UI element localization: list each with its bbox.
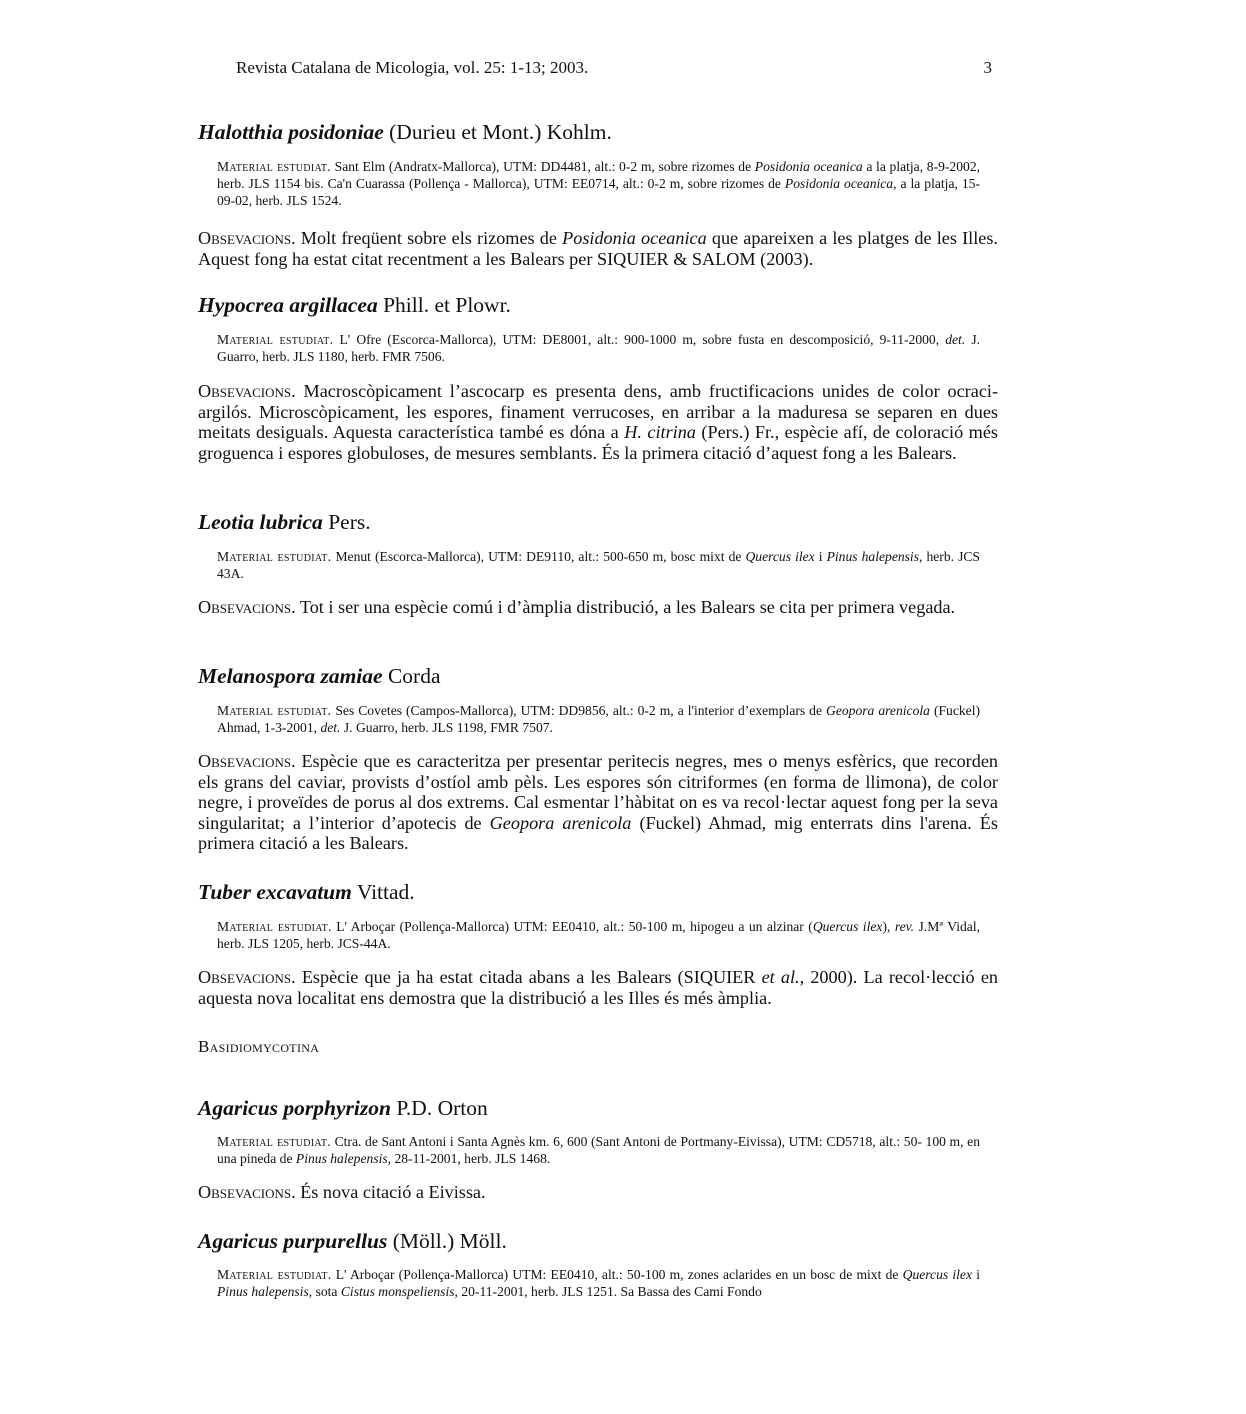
- material-label: Material estudiat.: [217, 159, 331, 174]
- text-run: , 28-11-2001, herb. JLS 1468.: [387, 1151, 551, 1166]
- species-title: [198, 664, 440, 689]
- text-run: , 20-11-2001, herb. JLS 1251. Sa Bassa des Cami Fondo: [454, 1284, 762, 1299]
- italic-text-run: Posidonia oceanica: [784, 176, 894, 191]
- observations-label: Obsevacions.: [198, 1182, 296, 1202]
- text-run: (Fuckel) Ahmad, 1-3-2001,: [217, 703, 981, 735]
- text-run: (Pers.) Fr., espècie afí, de coloració més groguenca i espores globuloses, de mesures semblants. És la primera citació d’aquest fong a les Balears.: [198, 422, 998, 463]
- italic-text-run: det.: [945, 332, 966, 347]
- species-name: Melanospora zamiae: [198, 664, 383, 688]
- text-run: , a la platja, 15-09-02, herb. JLS 1524.: [217, 176, 980, 208]
- species-authority: (Möll.) Möll.: [387, 1229, 507, 1253]
- text-run: Espècie que es caracteritza per presentar peritecis negres, mes o menys esfèrics, que recorden els grans del caviar, provists d’ostíol amb pèls. Les espores són citriformes (en forma de llimona), de color negre, i proveïdes de porus al dos extrems. Cal esmentar l’hàbitat on es va recol·lectar aquest fong per la seva singularitat; a l’interior d’apotecis de: [198, 751, 998, 833]
- material-studied: [217, 702, 980, 736]
- material-label: Material estudiat.: [217, 549, 332, 564]
- species-name: Halotthia posidoniae: [198, 120, 384, 144]
- section-heading: Basidiomycotina: [198, 1037, 320, 1056]
- text-run: ),: [882, 919, 895, 934]
- italic-text-run: Posidonia oceanica: [562, 228, 707, 248]
- observations-label: Obsevacions.: [198, 597, 296, 617]
- species-title: [198, 1096, 488, 1121]
- text-run: i: [972, 1267, 980, 1282]
- species-name: Tuber excavatum: [198, 880, 352, 904]
- species-authority: Pers.: [322, 510, 371, 534]
- text-run: Espècie que ja ha estat citada abans a les Balears (SIQUIER: [295, 967, 762, 987]
- material-label: Material estudiat.: [217, 1134, 331, 1149]
- material-studied: [217, 158, 980, 209]
- italic-text-run: Pinus halepensis: [826, 549, 920, 564]
- text-run: L' Arboçar (Pollença-Mallorca) UTM: EE0410, alt.: 50-100 m, zones aclarides en un bosc de mixt de: [331, 1267, 903, 1282]
- italic-text-run: H. citrina: [624, 422, 696, 443]
- species-name: Agaricus purpurellus: [198, 1229, 388, 1253]
- italic-text-run: Cistus monspeliensis: [340, 1284, 455, 1299]
- text-run: És nova citació a Eivissa.: [295, 1182, 486, 1202]
- observations: [198, 381, 998, 463]
- species-authority: Phill. et Plowr.: [377, 293, 511, 317]
- italic-text-run: Geopora arenicola: [489, 812, 632, 833]
- text-run: J.Mª Vidal, herb. JLS 1205, herb. JCS-44A.: [217, 919, 981, 951]
- running-header: [236, 58, 992, 82]
- species-authority: (Durieu et Mont.) Kohlm.: [383, 120, 612, 144]
- observations: [198, 597, 998, 618]
- species-title: [198, 1229, 507, 1254]
- text-run: , 2000). La recol·lecció en aquesta nova localitat ens demostra que la distribució a les Illes és més àmplia.: [198, 967, 998, 1008]
- material-studied: [217, 548, 980, 582]
- material-studied: [217, 331, 980, 365]
- italic-text-run: rev.: [894, 919, 915, 934]
- observations: [198, 228, 998, 269]
- italic-text-run: Posidonia oceanica: [754, 159, 863, 174]
- text-run: , herb. JCS 43A.: [217, 549, 980, 581]
- italic-text-run: Pinus halepensis: [217, 1284, 309, 1299]
- text-run: i: [814, 549, 827, 564]
- species-title: [198, 120, 612, 145]
- species-title: [198, 880, 415, 905]
- text-run: Macroscòpicament l’ascocarp es presenta dens, amb fructificacions unides de color ocraci-argilós. Microscòpicament, les espores, finament verrucoses, en arribar a la maduresa se separen en dues meitats desiguals. Aquesta característica també es dóna a: [198, 381, 998, 443]
- italic-text-run: Quercus ilex: [902, 1267, 973, 1282]
- material-label: Material estudiat.: [217, 332, 334, 347]
- observations: [198, 967, 998, 1008]
- species-name: Leotia lubrica: [198, 510, 323, 534]
- material-label: Material estudiat.: [217, 919, 332, 934]
- observations-label: Obsevacions.: [198, 751, 296, 771]
- italic-text-run: det.: [320, 720, 341, 735]
- species-name: Agaricus porphyrizon: [198, 1096, 391, 1120]
- species-authority: Corda: [382, 664, 441, 688]
- text-run: Sant Elm (Andratx-Mallorca), UTM: DD4481, alt.: 0-2 m, sobre rizomes de: [331, 159, 755, 174]
- journal-citation: Revista Catalana de Micologia, vol. 25: 1-13; 2003.: [236, 58, 589, 77]
- text-run: a la platja, 8-9-2002, herb. JLS 1154 bis. Ca'n Cuarassa (Pollença - Mallorca), UTM: EE0714, alt.: 0-2 m, sobre rizomes de: [217, 159, 981, 191]
- text-run: , sota: [308, 1284, 341, 1299]
- italic-text-run: Geopora arenicola: [826, 703, 930, 718]
- material-studied: [217, 1133, 980, 1167]
- material-studied: [217, 918, 980, 952]
- observations: [198, 1182, 998, 1203]
- text-run: Menut (Escorca-Mallorca), UTM: DE9110, alt.: 500-650 m, bosc mixt de: [331, 549, 746, 564]
- italic-text-run: Quercus ilex: [812, 919, 883, 934]
- text-run: Molt freqüent sobre els rizomes de: [295, 228, 563, 248]
- page-number: 3: [983, 58, 992, 77]
- text-run: J. Guarro, herb. JLS 1198, FMR 7507.: [340, 720, 553, 735]
- observations: [198, 751, 998, 854]
- observations-label: Obsevacions.: [198, 228, 296, 248]
- material-studied: [217, 1266, 980, 1300]
- italic-text-run: Quercus ilex: [745, 549, 815, 564]
- text-run: J. Guarro, herb. JLS 1180, herb. FMR 7506.: [217, 332, 981, 364]
- species-title: [198, 293, 511, 318]
- observations-label: Obsevacions.: [198, 967, 296, 987]
- text-run: Tot i ser una espècie comú i d’àmplia distribució, a les Balears se cita per primera vegada.: [295, 597, 956, 617]
- species-authority: P.D. Orton: [390, 1096, 488, 1120]
- material-label: Material estudiat.: [217, 1267, 332, 1282]
- text-run: que apareixen a les platges de les Illes. Aquest fong ha estat citat recentment a les Balears per SIQUIER & SALOM (2003).: [198, 228, 998, 269]
- text-run: L' Arboçar (Pollença-Mallorca) UTM: EE0410, alt.: 50-100 m, hipogeu a un alzinar (: [331, 919, 813, 934]
- text-run: Ses Covetes (Campos-Mallorca), UTM: DD9856, alt.: 0-2 m, a l'interior d’exemplars de: [331, 703, 827, 718]
- observations-label: Obsevacions.: [198, 381, 296, 401]
- text-run: L' Ofre (Escorca-Mallorca), UTM: DE8001, alt.: 900-1000 m, sobre fusta en descomposició, 9-11-2000,: [333, 332, 946, 347]
- material-label: Material estudiat.: [217, 703, 332, 718]
- text-run: (Fuckel) Ahmad, mig enterrats dins l'arena. És primera citació a les Balears.: [198, 812, 998, 854]
- text-run: Ctra. de Sant Antoni i Santa Agnès km. 6, 600 (Sant Antoni de Portmany-Eivissa), UTM: CD5718, alt.: 50- 100 m, en una pineda de: [217, 1134, 980, 1166]
- species-name: Hypocrea argillacea: [198, 293, 378, 317]
- italic-text-run: Pinus halepensis: [295, 1151, 388, 1166]
- species-authority: Vittad.: [351, 880, 415, 904]
- italic-text-run: et al.: [761, 967, 800, 987]
- species-title: [198, 510, 371, 535]
